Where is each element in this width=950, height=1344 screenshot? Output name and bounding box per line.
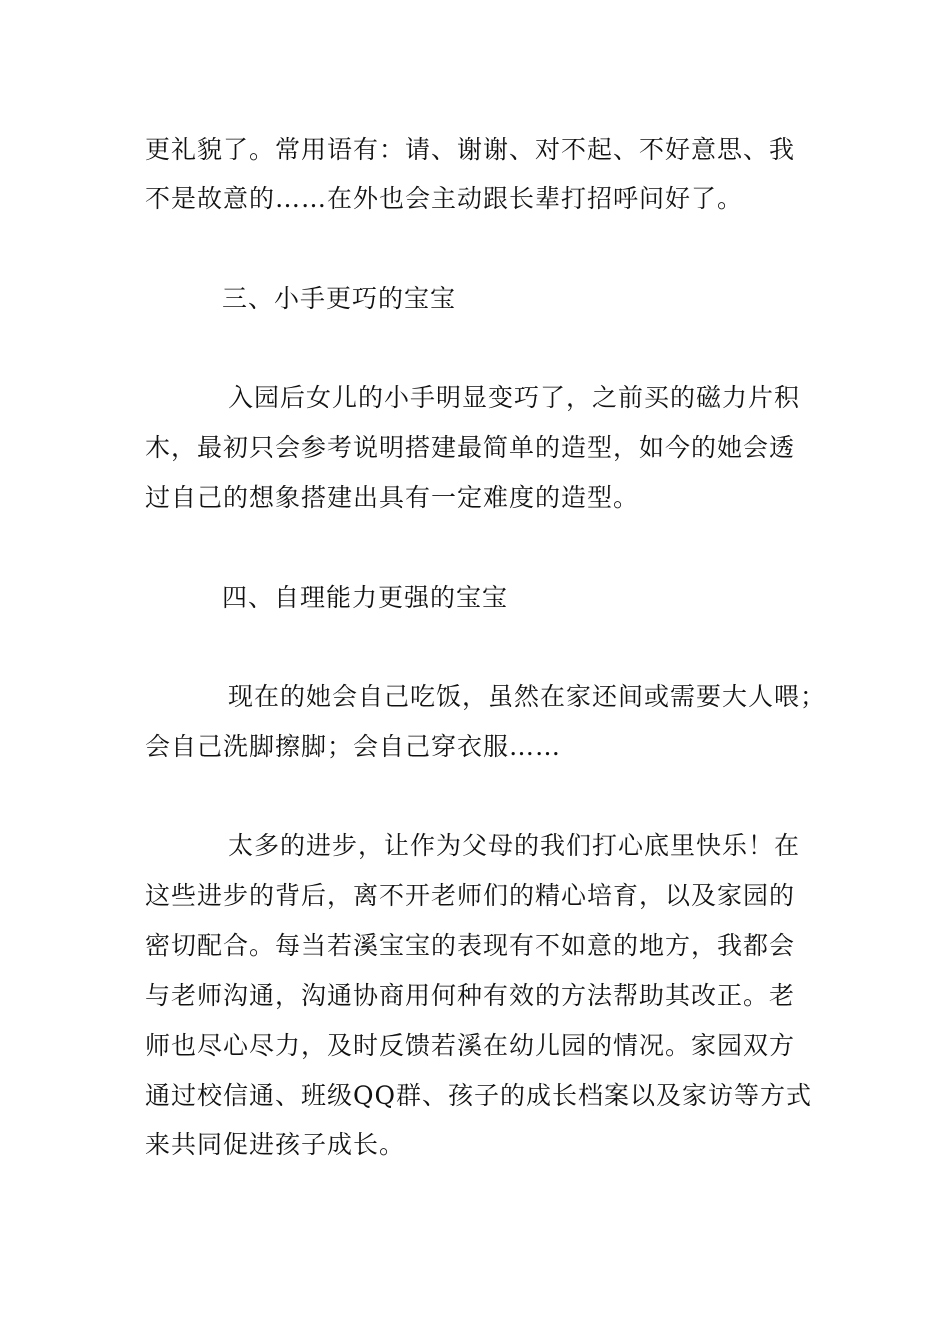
paragraph-line: 来共同促进孩子成长。	[145, 1130, 406, 1159]
paragraph-line: 现在的她会自己吃饭，虽然在家还间或需要大人喂；	[228, 682, 827, 711]
section-heading: 四、自理能力更强的宝宝	[222, 583, 509, 612]
paragraph-line: 入园后女儿的小手明显变巧了，之前买的磁力片积	[228, 383, 801, 412]
paragraph-line: 太多的进步，让作为父母的我们打心底里快乐！在	[228, 831, 801, 860]
paragraph-line: 这些进步的背后，离不开老师们的精心培育，以及家园的	[145, 881, 796, 910]
paragraph-line: 师也尽心尽力，及时反馈若溪在幼儿园的情况。家园双方	[145, 1031, 796, 1060]
section-heading: 三、小手更巧的宝宝	[222, 284, 457, 313]
paragraph-line: 通过校信通、班级QQ群、孩子的成长档案以及家访等方式	[145, 1081, 812, 1110]
paragraph-line: 会自己洗脚擦脚；会自己穿衣服……	[145, 732, 562, 761]
paragraph-line: 更礼貌了。常用语有：请、谢谢、对不起、不好意思、我	[145, 135, 796, 164]
paragraph-line: 过自己的想象搭建出具有一定难度的造型。	[145, 483, 640, 512]
paragraph-line: 与老师沟通，沟通协商用何种有效的方法帮助其改正。老	[145, 981, 796, 1010]
paragraph-line: 不是故意的……在外也会主动跟长辈打招呼问好了。	[145, 184, 744, 213]
paragraph-line: 木，最初只会参考说明搭建最简单的造型，如今的她会透	[145, 433, 796, 462]
paragraph-line: 密切配合。每当若溪宝宝的表现有不如意的地方，我都会	[145, 931, 796, 960]
